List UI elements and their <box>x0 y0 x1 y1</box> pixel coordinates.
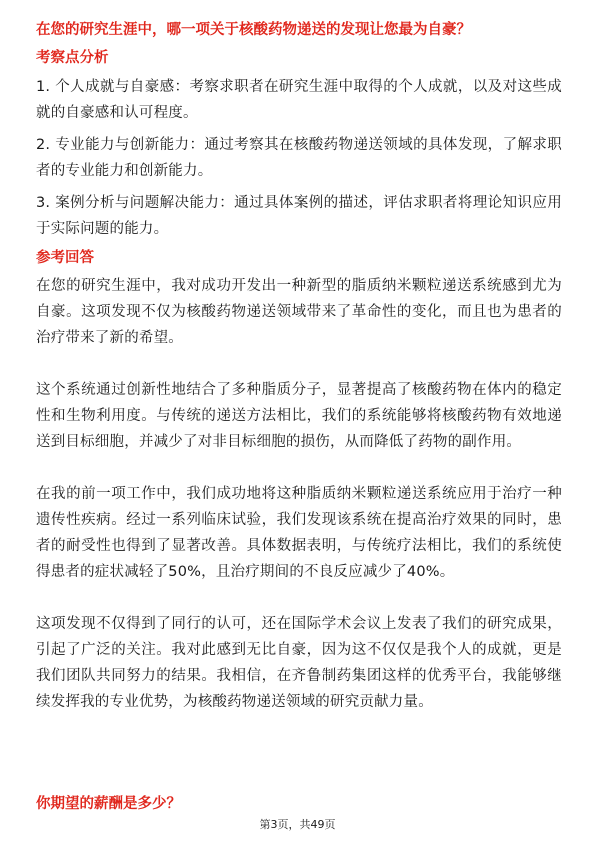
analysis-item-3: 3. 案例分析与问题解决能力：通过具体案例的描述，评估求职者将理论知识应用于实际问题的能力。 <box>36 195 562 237</box>
analysis-item-2: 2. 专业能力与创新能力：通过考察其在核酸药物递送领域的具体发现，了解求职者的专业能力和创新能力。 <box>36 137 562 179</box>
answer-section-title: 参考回答 <box>36 250 94 266</box>
answer-paragraph-1: 在您的研究生涯中，我对成功开发出一种新型的脂质纳米颗粒递送系统感到尤为自豪。这项发现不仅为核酸药物递送领域带来了革命性的变化，而且也为患者的治疗带来了新的希望。 <box>36 278 562 346</box>
answer-paragraph-4: 这项发现不仅得到了同行的认可，还在国际学术会议上发表了我们的研究成果，引起了广泛的关注。我对此感到无比自豪，因为这不仅仅是我个人的成就，更是我们团队共同努力的结果。我相信，在齐鲁制药集团这样的优秀平台，我能够继续发挥我的专业优势，为核酸药物递送领域的研究贡献力量。 <box>36 616 562 710</box>
page-number-footer: 第3页，共49页 <box>259 818 336 831</box>
page-content <box>36 20 562 715</box>
next-question-title: 你期望的薪酬是多少？ <box>36 796 181 812</box>
answer-paragraph-3: 在我的前一项工作中，我们成功地将这种脂质纳米颗粒递送系统应用于治疗一种遗传性疾病。经过一系列临床试验，我们发现该系统在提高治疗效果的同时，患者的耐受性也得到了显著改善。具体数据表明，与传统疗法相比，我们的系统使得患者的症状减轻了50%，且治疗期间的不良反应减少了40%。 <box>36 486 562 580</box>
question-title: 在您的研究生涯中，哪一项关于核酸药物递送的发现让您最为自豪？ <box>36 22 471 38</box>
answer-paragraph-2: 这个系统通过创新性地结合了多种脂质分子，显著提高了核酸药物在体内的稳定性和生物利用度。与传统的递送方法相比，我们的系统能够将核酸药物有效地递送到目标细胞，并减少了对非目标细胞的损伤，从而降低了药物的副作用。 <box>36 382 562 450</box>
analysis-section-title: 考察点分析 <box>36 50 109 66</box>
analysis-item-1: 1. 个人成就与自豪感：考察求职者在研究生涯中取得的个人成就，以及对这些成就的自豪感和认可程度。 <box>36 79 562 121</box>
